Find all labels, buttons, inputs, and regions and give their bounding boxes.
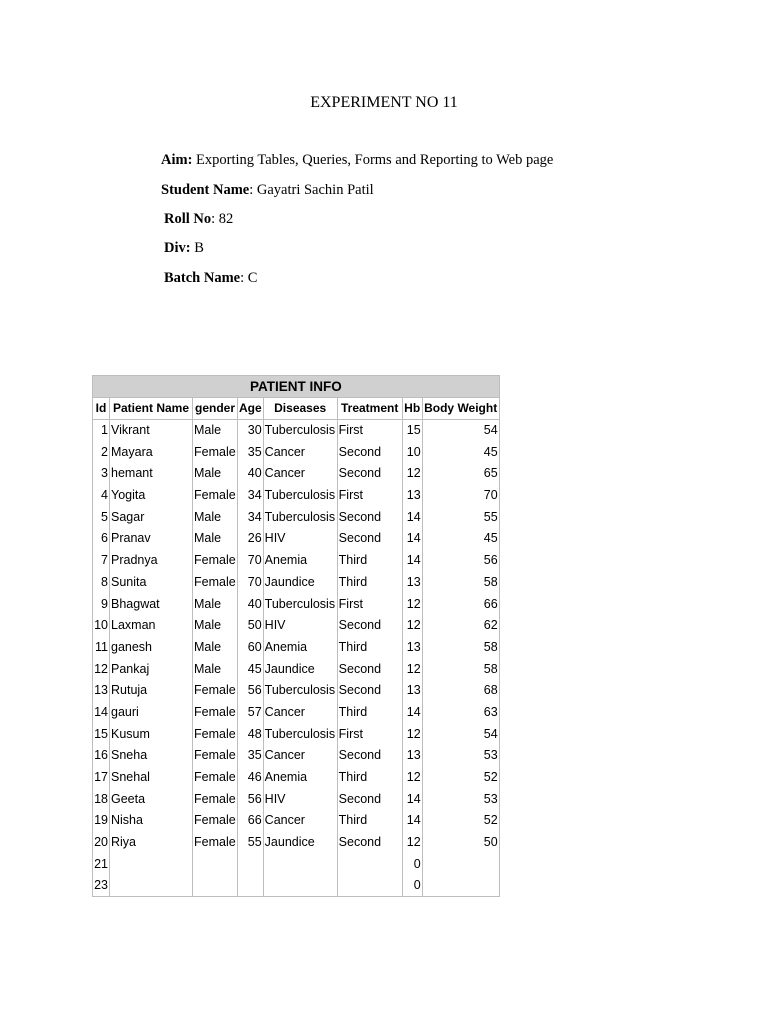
cell-gender: Male [193,636,238,658]
cell-id: 17 [93,766,110,788]
cell-hb: 0 [402,853,422,875]
cell-diseases: HIV [263,528,337,550]
cell-treatment: Second [337,528,402,550]
cell-patient-name: Yogita [110,484,193,506]
table-row [93,810,500,832]
cell-id: 2 [93,441,110,463]
cell-age: 45 [238,658,264,680]
student-name-label: Student Name [161,182,250,198]
cell-age: 35 [238,441,264,463]
cell-id: 11 [93,636,110,658]
cell-patient-name: Laxman [110,614,193,636]
cell-age: 35 [238,745,264,767]
header-patient-name: Patient Name [110,398,193,420]
cell-id: 4 [93,484,110,506]
cell-id: 12 [93,658,110,680]
cell-age [238,853,264,875]
cell-treatment: Second [337,614,402,636]
cell-id: 9 [93,593,110,615]
cell-body-weight: 56 [422,549,499,571]
cell-diseases [263,875,337,897]
cell-body-weight: 52 [422,766,499,788]
cell-id: 16 [93,745,110,767]
cell-hb: 14 [402,506,422,528]
cell-treatment: Third [337,701,402,723]
cell-gender: Female [193,723,238,745]
cell-hb: 14 [402,788,422,810]
cell-gender: Female [193,701,238,723]
cell-body-weight: 58 [422,636,499,658]
cell-gender: Male [193,658,238,680]
cell-age [238,875,264,897]
cell-age: 57 [238,701,264,723]
cell-patient-name [110,875,193,897]
cell-gender: Female [193,831,238,853]
cell-treatment: Second [337,679,402,701]
cell-id: 7 [93,549,110,571]
cell-treatment: Third [337,636,402,658]
cell-diseases: Cancer [263,463,337,485]
cell-id: 10 [93,614,110,636]
cell-age: 55 [238,831,264,853]
aim-line [161,152,553,169]
cell-id: 15 [93,723,110,745]
cell-age: 34 [238,484,264,506]
cell-diseases: Tuberculosis [263,484,337,506]
cell-treatment: Second [337,463,402,485]
table-row [93,723,500,745]
cell-gender: Female [193,679,238,701]
cell-patient-name: Sagar [110,506,193,528]
cell-diseases: Anemia [263,636,337,658]
cell-id: 8 [93,571,110,593]
cell-diseases: HIV [263,614,337,636]
cell-treatment: First [337,723,402,745]
header-hb: Hb [402,398,422,420]
cell-id: 19 [93,810,110,832]
cell-hb: 12 [402,766,422,788]
table-row [93,745,500,767]
cell-hb: 13 [402,484,422,506]
div-line [164,240,204,257]
table-row [93,419,500,441]
cell-body-weight: 68 [422,679,499,701]
header-diseases: Diseases [263,398,337,420]
cell-diseases: Jaundice [263,831,337,853]
cell-diseases: Cancer [263,810,337,832]
cell-hb: 12 [402,593,422,615]
cell-patient-name: hemant [110,463,193,485]
cell-patient-name: Kusum [110,723,193,745]
cell-treatment: Second [337,658,402,680]
batch-name-value: : C [240,270,258,286]
cell-diseases [263,853,337,875]
cell-hb: 12 [402,831,422,853]
cell-body-weight [422,875,499,897]
cell-id: 6 [93,528,110,550]
aim-label: Aim: [161,152,193,168]
cell-age: 26 [238,528,264,550]
cell-hb: 13 [402,636,422,658]
cell-body-weight: 53 [422,745,499,767]
cell-id: 5 [93,506,110,528]
cell-patient-name: Rutuja [110,679,193,701]
cell-body-weight: 53 [422,788,499,810]
cell-patient-name: Riya [110,831,193,853]
cell-patient-name: ganesh [110,636,193,658]
cell-hb: 15 [402,419,422,441]
cell-diseases: Tuberculosis [263,679,337,701]
cell-diseases: Tuberculosis [263,506,337,528]
cell-body-weight: 55 [422,506,499,528]
page-title: EXPERIMENT NO 11 [310,94,458,111]
cell-treatment: Third [337,766,402,788]
patient-info-table [92,375,500,897]
batch-name-line [164,270,257,287]
table-row [93,463,500,485]
cell-patient-name [110,853,193,875]
table-row [93,831,500,853]
table-row [93,614,500,636]
cell-hb: 13 [402,571,422,593]
header-treatment: Treatment [337,398,402,420]
cell-age: 56 [238,788,264,810]
cell-treatment [337,853,402,875]
cell-id: 18 [93,788,110,810]
cell-id: 3 [93,463,110,485]
cell-body-weight: 58 [422,658,499,680]
cell-patient-name: Geeta [110,788,193,810]
cell-body-weight [422,853,499,875]
cell-body-weight: 58 [422,571,499,593]
div-value: B [190,240,204,256]
cell-treatment: First [337,484,402,506]
cell-body-weight: 54 [422,723,499,745]
cell-gender: Female [193,441,238,463]
cell-body-weight: 50 [422,831,499,853]
cell-gender: Female [193,745,238,767]
cell-gender: Male [193,593,238,615]
cell-diseases: Jaundice [263,571,337,593]
table-row [93,788,500,810]
cell-hb: 14 [402,701,422,723]
cell-patient-name: Vikrant [110,419,193,441]
table-row [93,549,500,571]
cell-body-weight: 63 [422,701,499,723]
cell-hb: 12 [402,614,422,636]
cell-age: 70 [238,549,264,571]
cell-patient-name: Pranav [110,528,193,550]
cell-gender: Female [193,788,238,810]
cell-hb: 0 [402,875,422,897]
batch-name-label: Batch Name [164,270,241,286]
cell-hb: 12 [402,723,422,745]
cell-gender: Male [193,528,238,550]
cell-age: 60 [238,636,264,658]
cell-age: 50 [238,614,264,636]
cell-gender [193,853,238,875]
cell-diseases: Cancer [263,441,337,463]
cell-treatment: First [337,593,402,615]
cell-gender: Female [193,484,238,506]
cell-diseases: Tuberculosis [263,419,337,441]
cell-age: 30 [238,419,264,441]
cell-treatment: Second [337,506,402,528]
cell-id: 21 [93,853,110,875]
cell-id: 20 [93,831,110,853]
roll-no-label: Roll No [164,211,212,227]
cell-hb: 12 [402,463,422,485]
cell-treatment: Third [337,549,402,571]
cell-diseases: Jaundice [263,658,337,680]
table-row [93,593,500,615]
cell-body-weight: 70 [422,484,499,506]
table-row [93,701,500,723]
table-header-row [93,398,500,420]
table-row [93,441,500,463]
cell-treatment: Second [337,745,402,767]
cell-diseases: Tuberculosis [263,723,337,745]
cell-patient-name: Bhagwat [110,593,193,615]
cell-hb: 12 [402,658,422,680]
cell-hb: 14 [402,549,422,571]
cell-patient-name: Nisha [110,810,193,832]
table-row [93,658,500,680]
cell-patient-name: Snehal [110,766,193,788]
cell-hb: 10 [402,441,422,463]
cell-diseases: Tuberculosis [263,593,337,615]
cell-id: 13 [93,679,110,701]
cell-id: 14 [93,701,110,723]
cell-hb: 13 [402,679,422,701]
cell-body-weight: 66 [422,593,499,615]
roll-no-line [164,211,233,228]
table-row [93,875,500,897]
cell-age: 40 [238,593,264,615]
cell-id: 23 [93,875,110,897]
cell-body-weight: 65 [422,463,499,485]
roll-no-value: : 82 [211,211,234,227]
table-row [93,679,500,701]
div-label: Div: [164,240,191,256]
cell-hb: 14 [402,528,422,550]
cell-hb: 14 [402,810,422,832]
cell-gender: Female [193,810,238,832]
student-name-value: : Gayatri Sachin Patil [249,182,374,198]
header-id: Id [93,398,110,420]
cell-patient-name: gauri [110,701,193,723]
cell-body-weight: 45 [422,441,499,463]
cell-patient-name: Mayara [110,441,193,463]
cell-treatment: Second [337,441,402,463]
cell-hb: 13 [402,745,422,767]
cell-gender: Female [193,549,238,571]
table-row [93,571,500,593]
cell-gender: Female [193,571,238,593]
cell-patient-name: Pankaj [110,658,193,680]
cell-age: 70 [238,571,264,593]
table-row [93,636,500,658]
cell-gender: Male [193,463,238,485]
cell-body-weight: 62 [422,614,499,636]
cell-treatment: First [337,419,402,441]
table-row [93,766,500,788]
cell-gender: Female [193,766,238,788]
cell-diseases: Cancer [263,745,337,767]
cell-age: 40 [238,463,264,485]
student-name-line [161,182,374,199]
cell-id: 1 [93,419,110,441]
cell-patient-name: Pradnya [110,549,193,571]
cell-treatment [337,875,402,897]
cell-body-weight: 45 [422,528,499,550]
cell-age: 34 [238,506,264,528]
cell-treatment: Third [337,571,402,593]
table-row [93,528,500,550]
table-title: PATIENT INFO [93,376,500,398]
cell-gender: Male [193,419,238,441]
cell-age: 48 [238,723,264,745]
cell-gender: Male [193,614,238,636]
table-row [93,484,500,506]
cell-age: 46 [238,766,264,788]
header-age: Age [238,398,264,420]
cell-treatment: Second [337,831,402,853]
table-body [93,419,500,896]
cell-diseases: HIV [263,788,337,810]
table-row [93,506,500,528]
cell-diseases: Cancer [263,701,337,723]
header-body-weight: Body Weight [422,398,499,420]
cell-gender [193,875,238,897]
cell-age: 66 [238,810,264,832]
table-row [93,853,500,875]
header-gender: gender [193,398,238,420]
cell-patient-name: Sunita [110,571,193,593]
aim-value: Exporting Tables, Queries, Forms and Reporting to Web page [192,152,554,168]
cell-patient-name: Sneha [110,745,193,767]
cell-body-weight: 54 [422,419,499,441]
cell-age: 56 [238,679,264,701]
cell-treatment: Third [337,810,402,832]
cell-treatment: Second [337,788,402,810]
cell-body-weight: 52 [422,810,499,832]
cell-gender: Male [193,506,238,528]
cell-diseases: Anemia [263,549,337,571]
cell-diseases: Anemia [263,766,337,788]
